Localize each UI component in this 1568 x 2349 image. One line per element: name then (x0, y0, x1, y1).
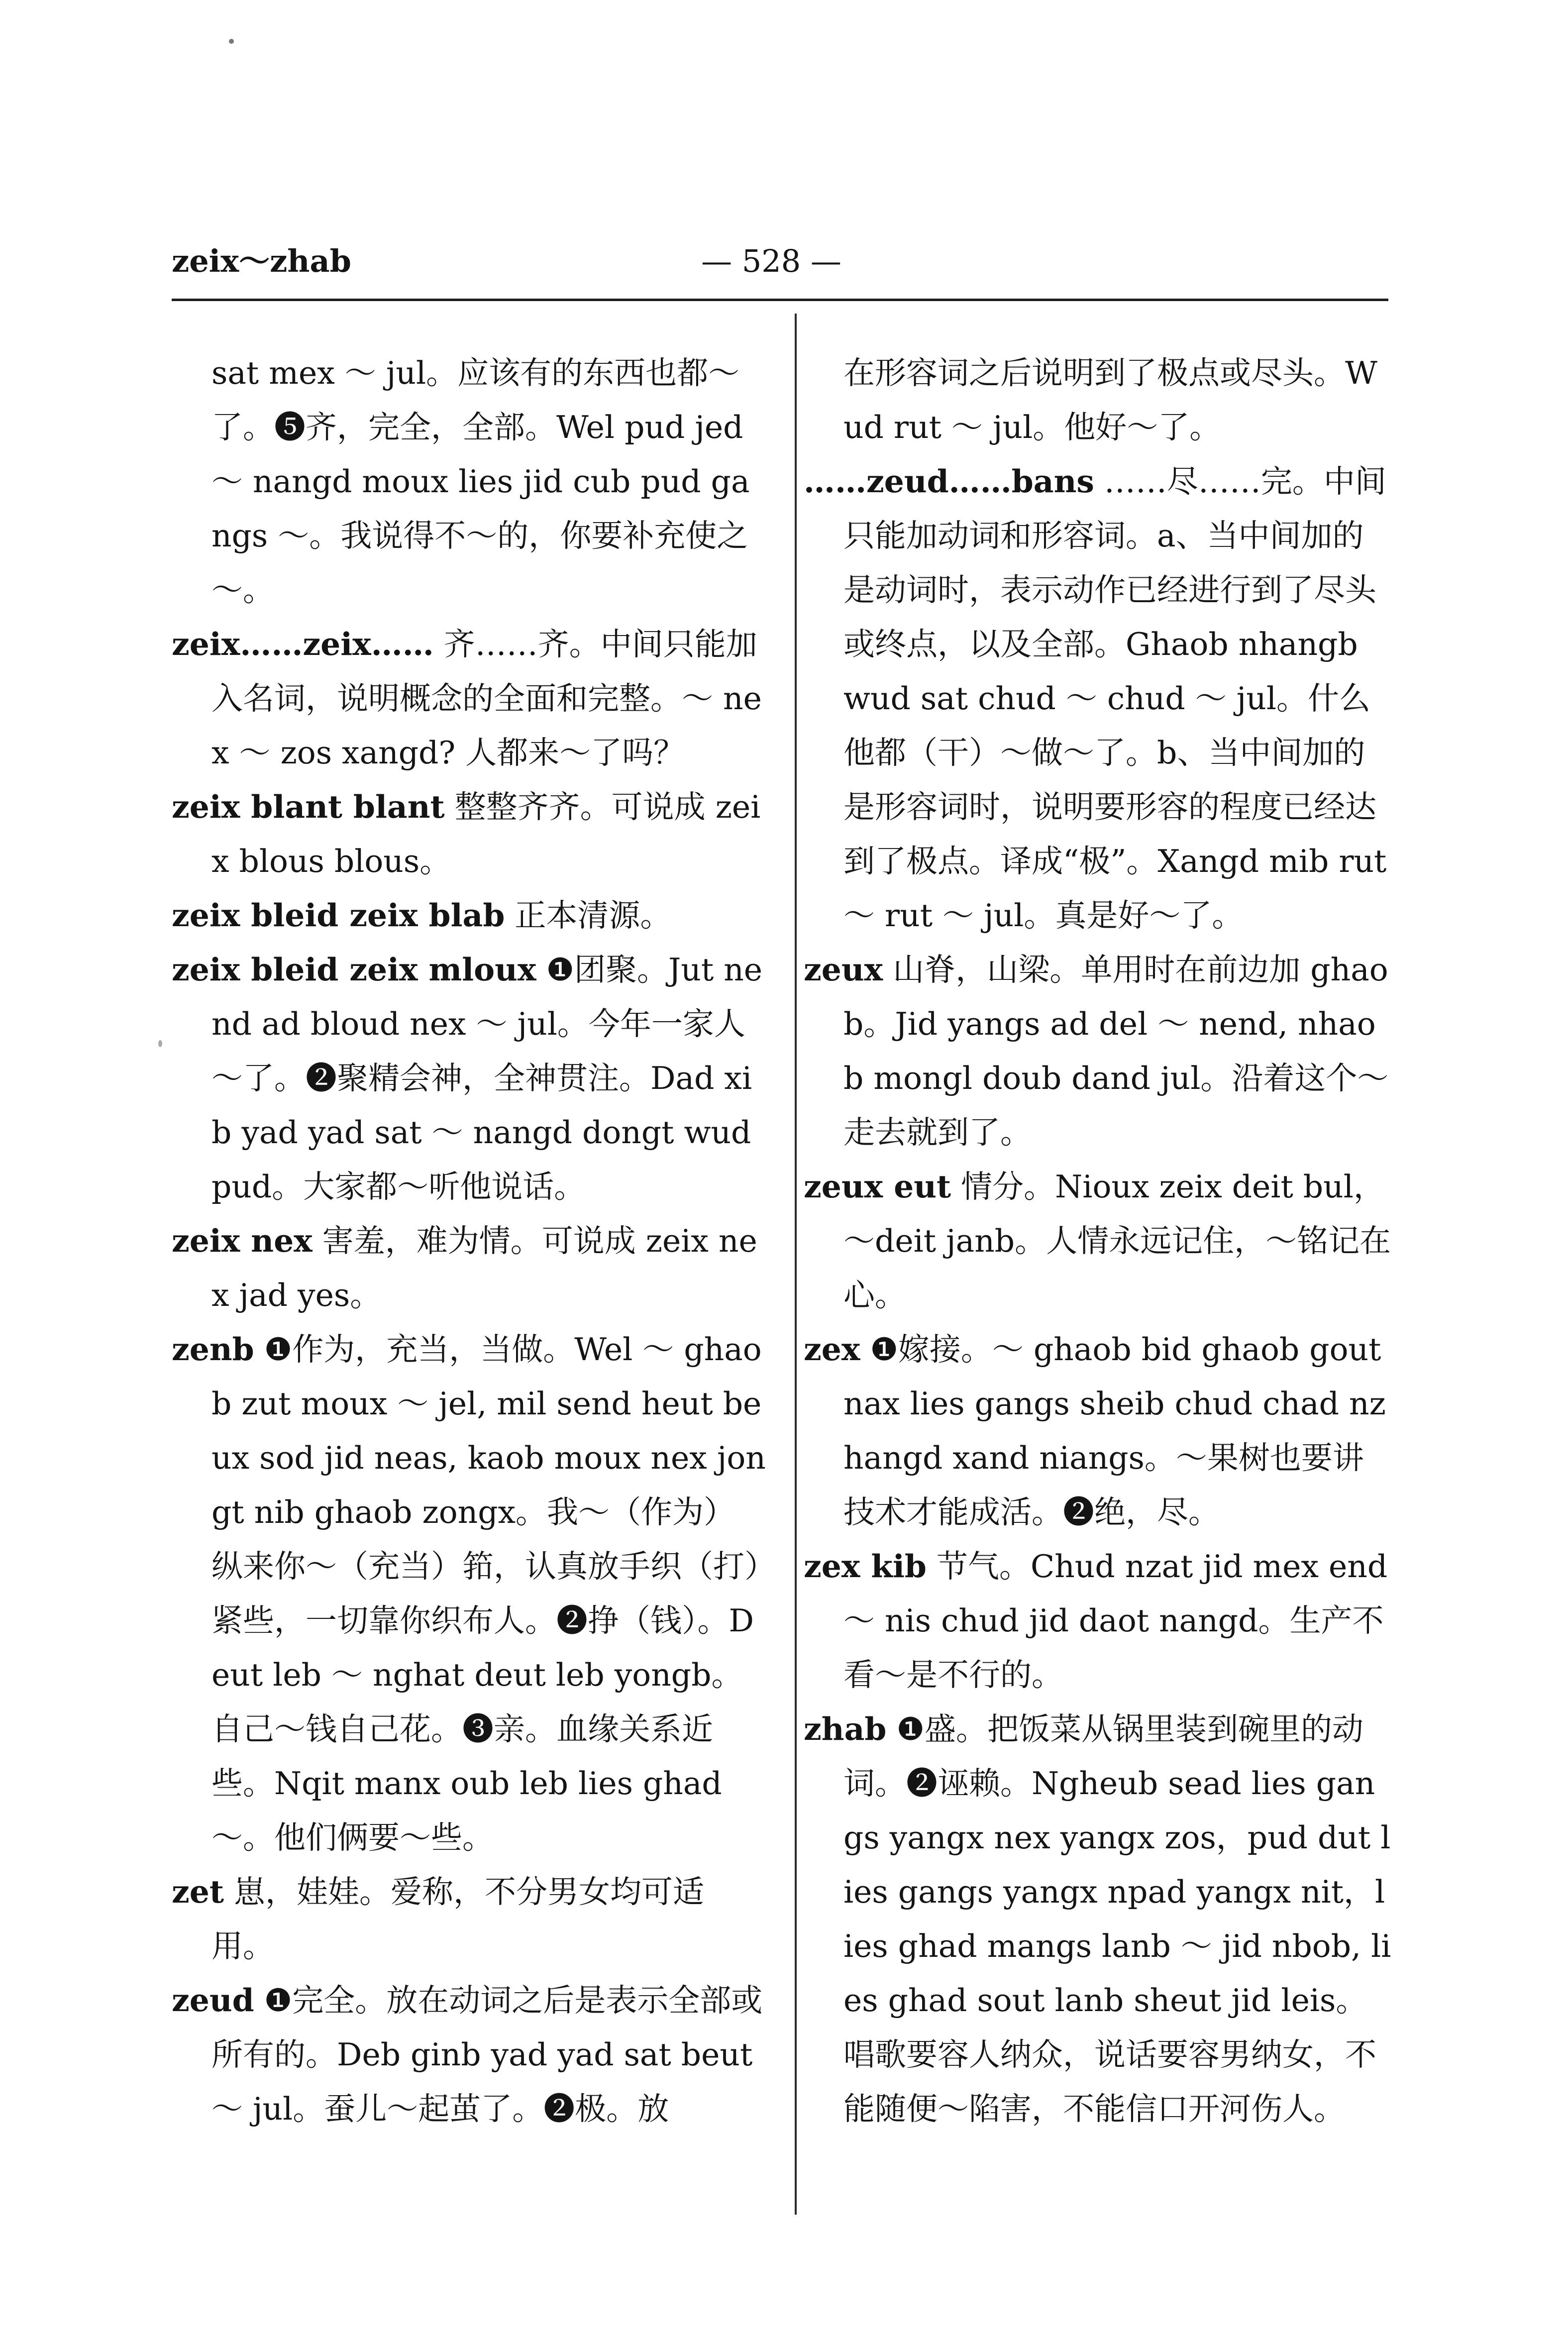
entry-headword: zex (804, 1331, 860, 1368)
entry-text: sat mex ～ jul。应该有的东西也都～了。❺齐，完全，全部。Wel pud jed ～ nangd moux lies jid cub pud gangs ～。我说得不～的，你要补充使之～。 (211, 355, 750, 608)
entry-headword: zeix blant blant (172, 788, 445, 825)
dictionary-entry (804, 1702, 1393, 2136)
entry-headword: zhab (804, 1710, 887, 1747)
dictionary-entry (804, 1322, 1393, 1539)
entry-headword: zeix nex (172, 1222, 313, 1259)
header-rule (172, 299, 1388, 301)
entry-text: 节气。Chud nzat jid mex end ～ nis chud jid daot nangd。生产不看～是不行的。 (843, 1548, 1388, 1693)
running-head: zeix～zhab (172, 243, 351, 279)
dictionary-entry (804, 1160, 1393, 1322)
dictionary-entry (172, 888, 766, 943)
entry-text: ❶嫁接。～ ghaob bid ghaob gout nax lies gangs sheib chud chad nzhangd xand niangs。～果树也要讲技术才能成活。❷绝，尽。 (843, 1331, 1386, 1530)
dictionary-entry (804, 943, 1393, 1160)
dictionary-entry-continued (172, 346, 766, 617)
column-divider (795, 314, 797, 2215)
entry-headword: zeix bleid zeix blab (172, 897, 505, 934)
entry-headword: zenb (172, 1331, 254, 1368)
right-column (804, 346, 1393, 2136)
entry-headword: zeix bleid zeix mloux (172, 951, 536, 988)
entry-headword: zeux (804, 951, 883, 988)
entry-text: 崽，娃娃。爱称，不分男女均可适用。 (211, 1874, 704, 1964)
entry-headword: zet (172, 1873, 224, 1910)
entry-headword: zeux eut (804, 1168, 951, 1205)
entry-text: 齐……齐。中间只能加入名词，说明概念的全面和完整。～ nex ～ zos xangd? 人都来～了吗？ (211, 626, 762, 771)
dictionary-entry (172, 617, 766, 780)
entry-headword: ……zeud……bans (804, 463, 1094, 500)
dictionary-entry (172, 1214, 766, 1322)
entry-text: 在形容词之后说明到了极点或尽头。Wud rut ～ jul。他好～了。 (843, 355, 1377, 445)
entry-headword: zeud (172, 1982, 254, 2019)
entry-text: ❶完全。放在动词之后是表示全部或所有的。Deb ginb yad yad sat beut ～ jul。蚕儿～起茧了。❷极。放 (211, 1982, 763, 2127)
scan-speck (158, 1040, 162, 1047)
scan-speck (229, 39, 234, 44)
dictionary-entry-continued (804, 346, 1393, 454)
page-number: — 528 — (701, 243, 841, 279)
dictionary-entry (172, 780, 766, 888)
left-column (172, 346, 766, 2136)
entry-text: ❶作为，充当，当做。Wel ～ ghaob zut moux ～ jel, mil send heut beux sod jid neas, kaob moux nex jongt nib ghaob zongx。我～（作为）纵来你～（充当）筘，认真放手织（打）紧些，一切靠你织布人。❷挣（钱）。Deut leb ～ nghat deut leb yongb。自己～钱自己花。❸亲。血缘关系近些。Nqit manx oub leb lies ghad ～。他们俩要～些。 (211, 1331, 766, 1856)
entry-text: 害羞，难为情。可说成 zeix nex jad yes。 (211, 1223, 757, 1313)
dictionary-entry (804, 1539, 1393, 1702)
dictionary-entry (172, 1865, 766, 1973)
entry-headword: zex kib (804, 1548, 927, 1585)
entry-text: 正本清源。 (505, 897, 672, 934)
entry-text: ……尽……完。中间只能加动词和形容词。a、当中间加的是动词时，表示动作已经进行到了尽头或终点，以及全部。Ghaob nhangb wud sat chud ～ chud ～ jul。什么他都（干）～做～了。b、当中间加的是形容词时，说明要形容的程度已经达到了极点。译成“极”。Xangd mib rut ～ rut ～ jul。真是好～了。 (843, 463, 1387, 934)
dictionary-entry (804, 454, 1393, 943)
dictionary-entry (172, 943, 766, 1214)
entry-text: ❶团聚。Jut nend ad bloud nex ～ jul。今年一家人～了。❷聚精会神，全神贯注。Dad xib yad yad sat ～ nangd dongt wud pud。大家都～听他说话。 (211, 952, 763, 1205)
entry-text: 整整齐齐。可说成 zeix blous blous。 (211, 789, 761, 879)
dictionary-entry (172, 1973, 766, 2136)
entry-headword: zeix……zeix…… (172, 626, 434, 662)
entry-text: 山脊，山梁。单用时在前边加 ghaob。Jid yangs ad del ～ nend, nhaob mongl doub dand jul。沿着这个～走去就到了。 (843, 952, 1389, 1151)
entry-text: ❶盛。把饭菜从锅里装到碗里的动词。❷诬赖。Ngheub sead lies gangs yangx nex yangx zos，pud dut lies gangs yangx npad yangx nit，lies ghad mangs lanb ～ jid nbob, lies ghad sout lanb sheut jid leis。唱歌要容人纳众，说话要容男纳女，不能随便～陷害，不能信口开河伤人。 (843, 1711, 1391, 2127)
dictionary-entry (172, 1322, 766, 1865)
entry-text: 情分。Nioux zeix deit bul，～deit janb。人情永远记住，～铭记在心。 (843, 1169, 1391, 1313)
